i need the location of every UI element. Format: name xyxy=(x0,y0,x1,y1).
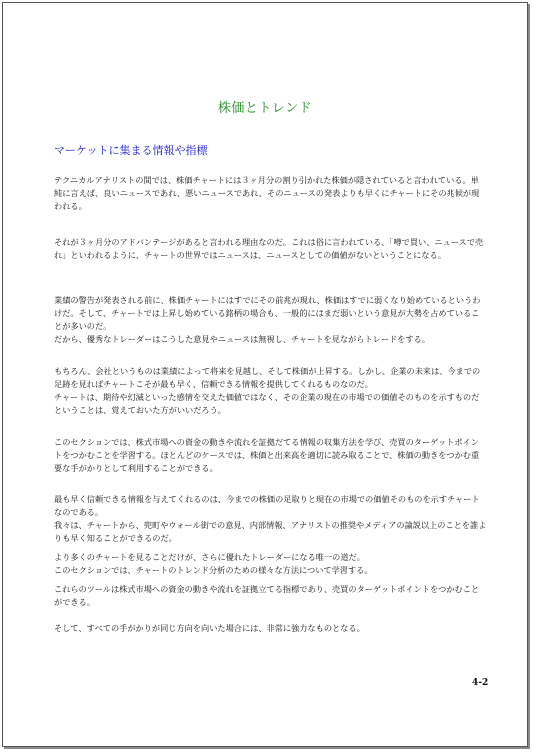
paragraph-8 xyxy=(54,583,487,609)
paragraph-line: より多くのチャートを見ることだけが、さらに優れたトレーダーになる唯一の道だ。 xyxy=(54,552,365,562)
paragraph-line: もちろん、会社というものは業績によって将来を見越し、そして株価が上昇する。しかし、企業の未来は、今までの足跡を見ればチャートこそが最も早く、信頼できる情報を提供してくれるものなのだ。 xyxy=(54,366,481,389)
paragraph-line: チャートは、期待や幻滅といった感情を交えた価値ではなく、その企業の現在の市場での価値そのものを示すものだということは、覚えておいた方がいいだろう。 xyxy=(54,392,480,415)
section-heading: マーケットに集まる情報や指標 xyxy=(54,144,208,157)
paragraph-line: テクニカルアナリストの間では、株価チャートには３ヶ月分の割り引かれた株価が隠されていると言われている。単純に言えば、良いニュースであれ、悪いニュースであれ、そのニュースの発表よりも早くにチャートにその兆候が現われる。 xyxy=(54,175,480,211)
page-number: 4-2 xyxy=(472,678,489,688)
paragraph-1 xyxy=(54,174,487,213)
paragraph-line: このセクションでは、チャートのトレンド分析のための様々な方法について学習する。 xyxy=(54,565,373,575)
paragraph-line: これらのツールは株式市場への資金の動きや流れを証拠立てる指標であり、売買のターゲットポイントをつかむことができる。 xyxy=(54,584,480,607)
paragraph-9 xyxy=(54,622,487,635)
paragraph-line: このセクションでは、株式市場への資金の動きや流れを証拠だてる情報の収集方法を学び、売買のターゲットポイントをつかむことを学習する。ほとんどのケースでは、株価と出来高を適切に読み取ることで、株価の動きをつかむ重要な手がかりとして利用することができる。 xyxy=(54,437,480,473)
paragraph-2 xyxy=(54,236,487,262)
paragraph-line: それが３ヶ月分のアドバンテージがあると言われる理由なのだ。これは俗に言われている、「噂で買い、ニュースで売れ」といわれるように、チャートの世界ではニュースは、ニュースとしての価値がないということになる。 xyxy=(54,237,484,260)
paragraph-7 xyxy=(54,551,487,577)
paragraph-line: だから、優秀なトレーダーはこうした意見やニュースは無視し、チャートを見ながらトレードをする。 xyxy=(54,334,430,344)
paragraph-line: 業績の警告が発表される前に、株価チャートにはすでにその前兆が現れ、株価はすでに弱くなり始めているというわけだ。そして、チャートでは上昇し始めている銘柄の場合も、一般的にはまだ弱いという意見が大勢を占めていることが多いのだ。 xyxy=(54,295,481,331)
paragraph-line: 我々は、チャートから、兜町やウォール街での意見、内部情報、アナリストの推奨やメディアの論説以上のことを誰よりも早く知ることができるのだ。 xyxy=(54,520,487,543)
paragraph-3 xyxy=(54,294,487,346)
document-page xyxy=(2,2,528,747)
paragraph-4 xyxy=(54,365,487,417)
paragraph-6 xyxy=(54,493,487,545)
page-title: 株価とトレンド xyxy=(217,101,313,116)
paragraph-5 xyxy=(54,436,487,475)
paragraph-line: 最も早く信頼できる情報を与えてくれるのは、今までの株価の足取りと現在の市場での価値そのものを示すチャートなのである。 xyxy=(54,494,480,517)
paragraph-line: そして、すべての手がかりが同じ方向を向いた場合には、非常に強力なものとなる。 xyxy=(54,623,365,633)
